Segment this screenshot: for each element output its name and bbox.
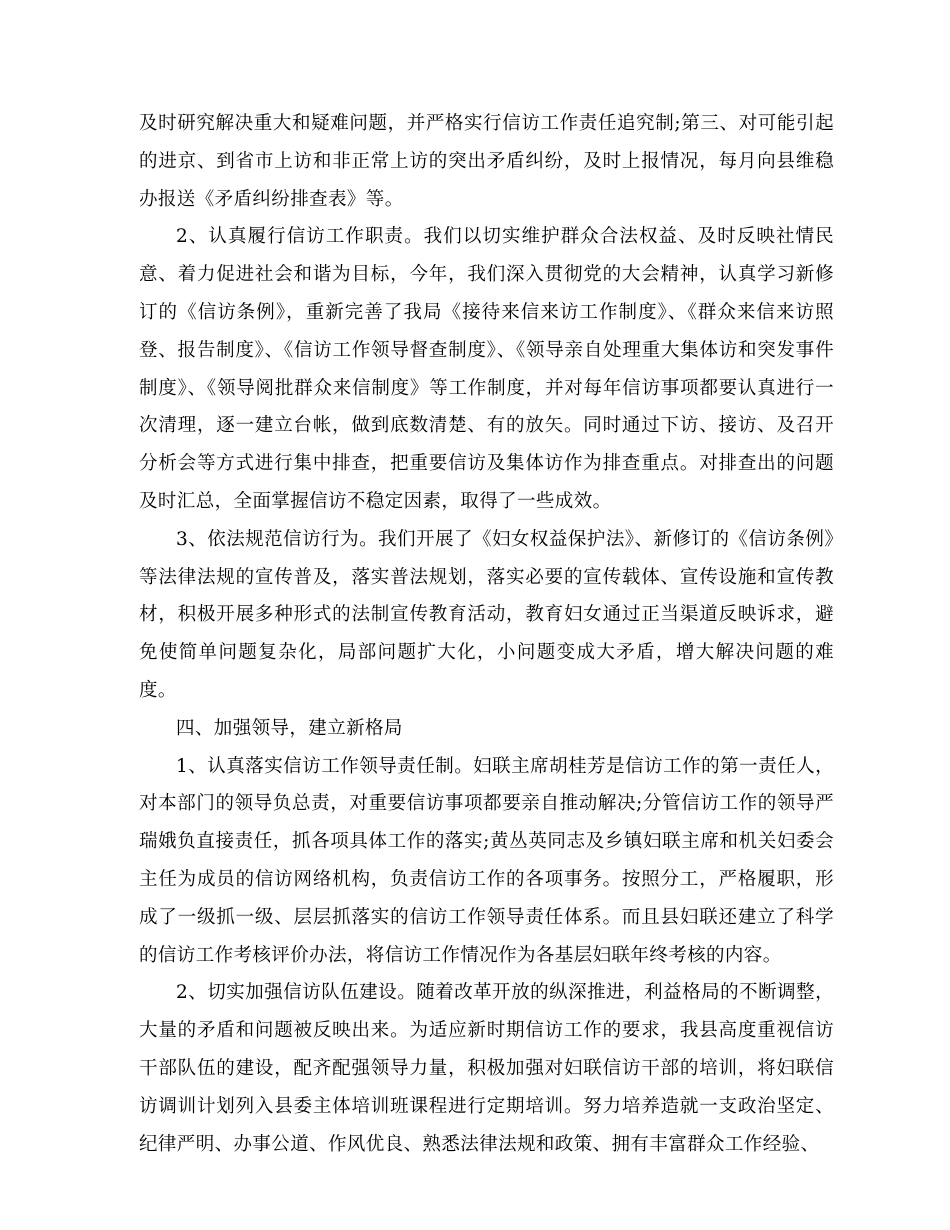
paragraph-responsibility: 1、认真落实信访工作领导责任制。妇联主席胡桂芳是信访工作的第一责任人，对本部门的领导负总责，对重要信访事项都要亲自推动解决;分管信访工作的领导严瑞娥负直接责任，抓各项具体工作的落实;黄丛英同志及乡镇妇联主席和机关妇委会主任为成员的信访网络机构，负责信访工作的各项事务。按照分工，严格履职，形成了一级抓一级、层层抓落实的信访工作领导责任体系。而且县妇联还建立了科学的信访工作考核评价办法，将信访工作情况作为各基层妇联年终考核的内容。	[139, 755, 834, 966]
paragraph-duty: 2、认真履行信访工作职责。我们以切实维护群众合法权益、及时反映社情民意、着力促进社会和谐为目标，今年，我们深入贯彻党的大会精神，认真学习新修订的《信访条例》，重新完善了我局《接待来信来访工作制度》、《群众来信来访照登、报告制度》、《信访工作领导督查制度》、《领导亲自处理重大集体访和突发事件制度》、《领导阅批群众来信制度》等工作制度，并对每年信访事项都要认真进行一次清理，逐一建立台帐，做到底数清楚、有的放矢。同时通过下访、接访、及召开分析会等方式进行集中排查，把重要信访及集体访作为排查重点。对排查出的问题及时汇总，全面掌握信访不稳定因素，取得了一些成效。	[139, 226, 834, 512]
document-body	[139, 105, 834, 1163]
paragraph-continuation: 及时研究解决重大和疑难问题，并严格实行信访工作责任追究制;第三、对可能引起的进京、到省市上访和非正常上访的突出矛盾纠纷，及时上报情况，每月向县维稳办报送《矛盾纠纷排查表》等。	[139, 113, 834, 210]
paragraph-team: 2、切实加强信访队伍建设。随着改革开放的纵深推进，利益格局的不断调整，大量的矛盾和问题被反映出来。为适应新时期信访工作的要求，我县高度重视信访干部队伍的建设，配齐配强领导力量，积极加强对妇联信访干部的培训，将妇联信访调训计划列入县委主体培训班课程进行定期培训。努力培养造就一支政治坚定、纪律严明、办事公道、作风优良、熟悉法律法规和政策、拥有丰富群众工作经验、	[139, 982, 834, 1155]
section-heading: 四、加强领导，建立新格局	[176, 717, 403, 739]
paragraph-regulate: 3、依法规范信访行为。我们开展了《妇女权益保护法》、新修订的《信访条例》等法律法规的宣传普及，落实普法规划，落实必要的宣传载体、宣传设施和宣传教材，积极开展多种形式的法制宣传教育活动，教育妇女通过正当渠道反映诉求，避免使简单问题复杂化，局部问题扩大化，小问题变成大矛盾，增大解决问题的难度。	[139, 528, 834, 701]
